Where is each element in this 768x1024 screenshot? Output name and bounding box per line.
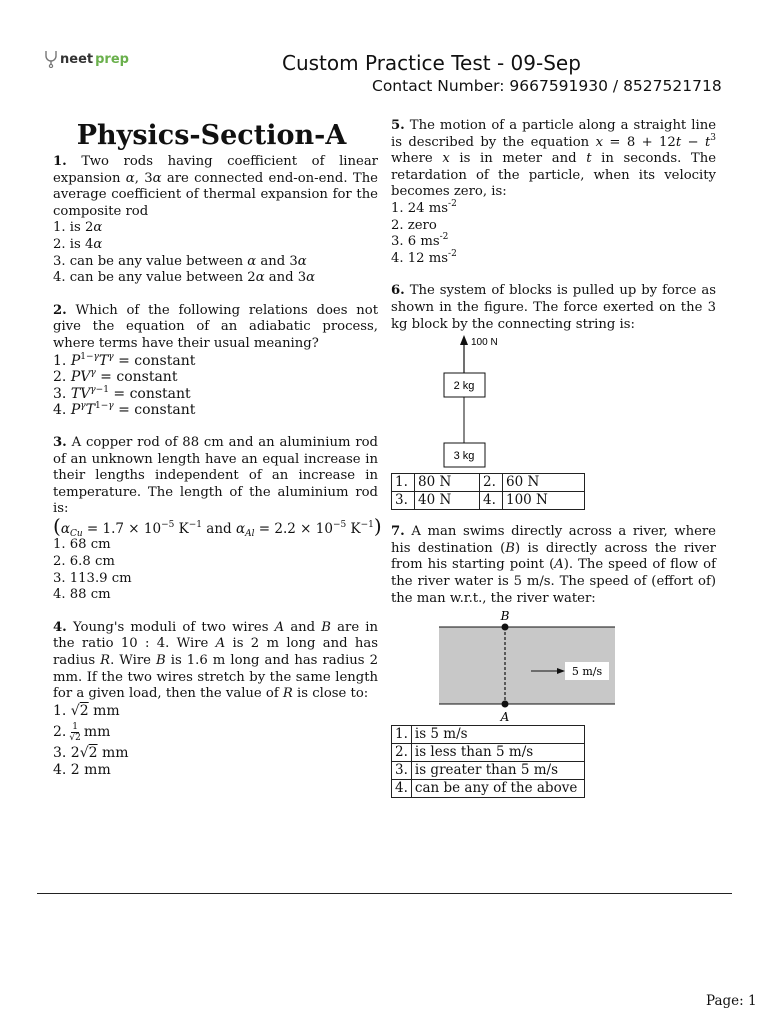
option[interactable]: 1. is 2α: [53, 220, 103, 236]
option-value[interactable]: 40 N: [415, 492, 480, 510]
table-row: [392, 762, 585, 780]
question-5: [391, 118, 716, 267]
option[interactable]: 3. can be any value between α and 3α: [53, 253, 307, 269]
option[interactable]: 3. 113.9 cm: [53, 570, 132, 586]
option-num: 4.: [392, 780, 412, 798]
option[interactable]: 1. 24 $ms^{-2}$: [391, 198, 457, 216]
option-num: 4.: [480, 492, 503, 510]
option[interactable]: 3. 6 $ms^{-2}$: [391, 232, 449, 250]
option[interactable]: 2. 1 √2 mm: [53, 721, 111, 743]
table-row: [392, 744, 585, 762]
test-title: Custom Practice Test - 09-Sep: [282, 51, 581, 75]
table-row: [392, 492, 585, 510]
option-value[interactable]: is 5 m/s: [411, 726, 584, 744]
point-b-label: B: [500, 609, 510, 624]
option[interactable]: 4. 2 mm: [53, 762, 111, 778]
force-label: 100 N: [471, 337, 498, 349]
question-text: 3. A copper rod of 88 cm and an aluminium rod of an unknown length have an equal increase in their lengths independent of an increase in temperature. The length of the aluminium rod is:: [53, 434, 378, 517]
question-2: [53, 303, 378, 419]
block-2kg-label: 2 kg: [453, 380, 475, 393]
table-row: [392, 726, 585, 744]
point-a-label: A: [500, 710, 510, 724]
option[interactable]: 1. √2 mm: [53, 702, 120, 719]
question-text: 6. The system of blocks is pulled up by force as shown in the figure. The force exerted on the 3 kg block by the connecting string is:: [391, 283, 716, 332]
table-row: [392, 474, 585, 492]
option[interactable]: 4. $P^\gamma T^{1-\gamma}$ = constant: [53, 401, 196, 419]
option[interactable]: 4. can be any value between 2α and 3α: [53, 270, 316, 286]
point-a: [502, 701, 509, 708]
option-value[interactable]: 80 N: [415, 474, 480, 492]
option-num: 1.: [392, 726, 412, 744]
option-value[interactable]: can be any of the above: [411, 780, 584, 798]
options-table: [391, 473, 585, 510]
neetprep-logo: [44, 50, 129, 68]
contact-number: Contact Number: 9667591930 / 8527521718: [372, 77, 722, 95]
option[interactable]: 3. 2√2 mm: [53, 745, 129, 762]
question-7: [391, 524, 716, 798]
option-num: 2.: [392, 744, 412, 762]
logo-neet-text: neet: [60, 51, 94, 67]
question-3: [53, 434, 382, 604]
table-row: [392, 780, 585, 798]
option[interactable]: 2. 6.8 cm: [53, 554, 115, 570]
option[interactable]: 2. $PV^\gamma$ = constant: [53, 368, 178, 386]
option[interactable]: 2. zero: [391, 217, 437, 233]
option-num: 2.: [480, 474, 503, 492]
formula: ($\alpha_{Cu} = 1.7 \times 10^{-5}$ $K^{-1}$ and $\alpha_{Al} = 2.2 \times 10^{-5}$ $K^{-1}$): [53, 513, 382, 539]
option-num: 3.: [392, 762, 412, 780]
question-1: [53, 154, 378, 287]
flow-label: 5 m/s: [571, 665, 603, 679]
left-column: [53, 118, 382, 779]
question-4: [53, 620, 378, 779]
option[interactable]: 1. 68 cm: [53, 537, 111, 553]
question-text: 7. A man swims directly across a river, where his destination (B) is directly across the river from his starting point (A). The speed of flow of the river water is 5 m/s. The speed of (effort of) the man w.r.t., the river water:: [391, 524, 716, 606]
option-value[interactable]: 60 N: [503, 474, 585, 492]
arrow-head-icon: [460, 335, 468, 345]
block-3kg-label: 3 kg: [453, 450, 475, 463]
question-text: 4. Young's moduli of two wires A and B are in the ratio 10 : 4. Wire A is 2 m long and has radius R. Wire B is 1.6 m long and has radius 2 mm. If the two wires stretch by the same length for a given load, then the value of R is close to:: [53, 619, 379, 702]
question-text: 1. Two rods having coefficient of linear expansion α, 3α are connected end-on-end. The average coefficient of thermal expansion for the composite rod: [53, 154, 378, 219]
option-value[interactable]: is less than 5 m/s: [411, 744, 584, 762]
question-6: [391, 283, 716, 510]
blocks-figure: [391, 333, 716, 473]
option-value[interactable]: 100 N: [503, 492, 585, 510]
question-text: 5. The motion of a particle along a straight line is described by the equation $x = 8 + 12t - t^3$ where x is in meter and t in seconds. The retardation of the particle, when its velocity becomes zero, is:: [391, 118, 717, 200]
point-b: [502, 624, 509, 631]
river-figure: [391, 607, 716, 723]
option[interactable]: 2. is 4α: [53, 236, 103, 252]
page-number: Page: 1: [706, 993, 757, 1009]
option[interactable]: 4. 12 $ms^{-2}$: [391, 248, 457, 266]
right-column: [391, 118, 716, 798]
options-table: [391, 725, 585, 798]
logo-prep-text: prep: [95, 51, 129, 67]
option[interactable]: 4. 88 cm: [53, 587, 111, 603]
option[interactable]: 3. $TV^{\gamma-1}$ = constant: [53, 384, 191, 402]
question-text: 2. Which of the following relations does not give the equation of an adiabatic process, where terms have their usual meaning?: [53, 302, 378, 351]
option[interactable]: 1. $P^{1-\gamma}T^\gamma$ = constant: [53, 351, 196, 369]
option-num: 3.: [392, 492, 415, 510]
section-title: Physics-Section-A: [76, 120, 347, 151]
stethoscope-icon: [44, 50, 58, 68]
footer-divider: [37, 893, 732, 894]
option-num: 1.: [392, 474, 415, 492]
option-value[interactable]: is greater than 5 m/s: [411, 762, 584, 780]
